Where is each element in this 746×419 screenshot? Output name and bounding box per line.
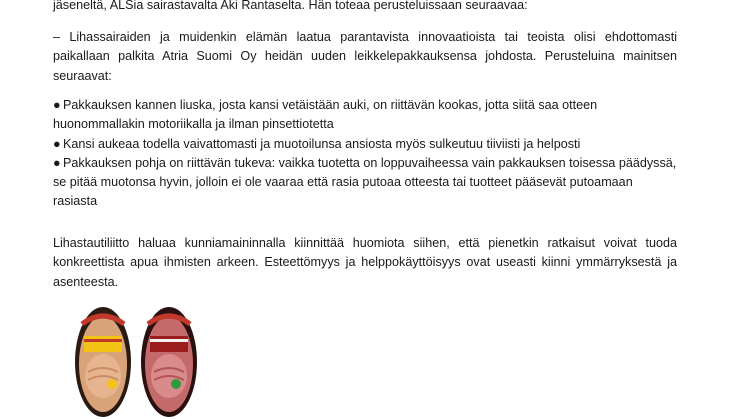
quote-line: – Lihassairaiden ja muidenkin elämän laatua parantavista innovaatioista tai teoista olisi ehdottomasti — [53, 30, 677, 44]
list-item — [53, 135, 677, 154]
bullet-icon: ● — [53, 136, 61, 151]
closing-line: Lihastautiliitto haluaa kunniamaininnalla kiinnittää huomiota siihen, että pienetkin ratkaisut voivat tuoda — [53, 236, 677, 250]
bullet-text: se pitää muotonsa hyvin, jolloin ei ole vaaraa että rasia putoaa otteesta tai tuotteet pääsevät putoamaan — [53, 175, 633, 190]
bullet-icon: ● — [53, 98, 61, 112]
list-item — [53, 154, 677, 173]
quote-line: seuraavat: — [53, 68, 112, 83]
quote-paragraph — [53, 28, 677, 86]
list-item — [53, 96, 677, 115]
bullet-text: Pakkauksen kannen liuska, josta kansi vetäistään auki, on riittävän kookas, jotta siitä saa otteen — [63, 98, 598, 112]
closing-paragraph — [53, 234, 677, 292]
intro-line: jäseneltä, ALSia sairastavalta Aki Rantaselta. Hän toteaa perusteluissaan seuraavaa: — [53, 0, 528, 12]
quote-line: paikallaan palkita Atria Suomi Oy heidän uuden leikkelepakkauksensa johdosta. Perusteluina mainitsen — [53, 49, 677, 64]
bullet-list — [53, 96, 677, 212]
closing-line: konkreettista apua ihmisten arkeen. Esteettömyys ja helppokäyttöisyys ovat useasti kiinni ymmärryksestä ja — [53, 255, 677, 270]
bullet-text: huonommallakin motoriikalla ja ilman pinsettiotetta — [53, 117, 334, 132]
bullet-text: Kansi aukeaa todella vaivattomasti ja muotoilunsa ansiosta myös sulkeutuu tiiviisti ja helposti — [63, 136, 581, 151]
closing-line: asenteesta. — [53, 274, 119, 289]
bullet-text: rasiasta — [53, 194, 98, 209]
product-images — [74, 306, 204, 419]
product-pack-red — [140, 306, 198, 419]
bullet-text: Pakkauksen pohja on riittävän tukeva: vaikka tuotetta on loppuvaiheessa vain pakkauksen toisessa päädyssä, — [63, 155, 677, 170]
bullet-icon: ● — [53, 155, 61, 170]
product-pack-yellow — [74, 306, 132, 419]
